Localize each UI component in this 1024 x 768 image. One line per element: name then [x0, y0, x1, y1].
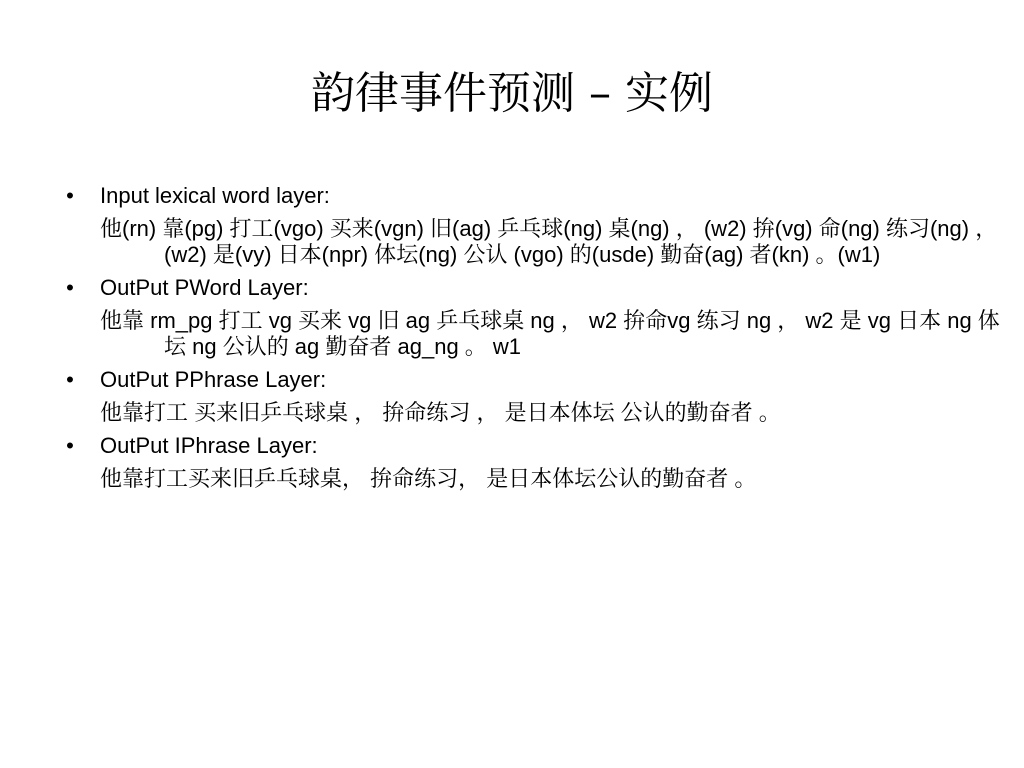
bullet-heading: OutPut PWord Layer:	[100, 275, 309, 300]
bullet-item-pphrase	[60, 364, 970, 396]
slide-title: 韵律事件预测 – 实例	[311, 68, 713, 119]
bullet-icon: •	[66, 367, 74, 392]
bullet-icon: •	[66, 433, 74, 458]
bullet-item-input-lexical	[60, 180, 970, 212]
bullet-item-iphrase	[60, 430, 970, 462]
bullet-item-pword	[60, 272, 970, 304]
bullet-heading: Input lexical word layer:	[100, 183, 330, 208]
bullet-detail: 他(rn) 靠(pg) 打工(vgo) 买来(vgn) 旧(ag) 乒乓球(ng) 桌(ng) ， (w2) 拚(vg) 命(ng) 练习(ng) ， (w2) 是(vy) 日本(npr) 体坛(ng) 公认 (vgo) 的(usde) 勤奋(ag) 者(kn) 。(w1)	[100, 216, 998, 267]
bullet-heading: OutPut IPhrase Layer:	[100, 433, 318, 458]
bullet-detail: 他靠 rm_pg 打工 vg 买来 vg 旧 ag 乒乓球桌 ng ， w2 拚命vg 练习 ng ， w2 是 vg 日本 ng 体坛 ng 公认的 ag 勤奋者 ag_ng 。 w1	[100, 308, 1000, 359]
bullet-detail: 他靠打工 买来旧乒乓球桌 ， 拚命练习 ， 是日本体坛 公认的勤奋者 。	[100, 400, 781, 425]
bullet-icon: •	[66, 275, 74, 300]
bullet-list	[60, 180, 1000, 496]
bullet-heading: OutPut PPhrase Layer:	[100, 367, 327, 392]
bullet-detail: 他靠打工买来旧乒乓球桌， 拚命练习， 是日本体坛公认的勤奋者 。	[100, 466, 757, 491]
bullet-icon: •	[66, 183, 74, 208]
